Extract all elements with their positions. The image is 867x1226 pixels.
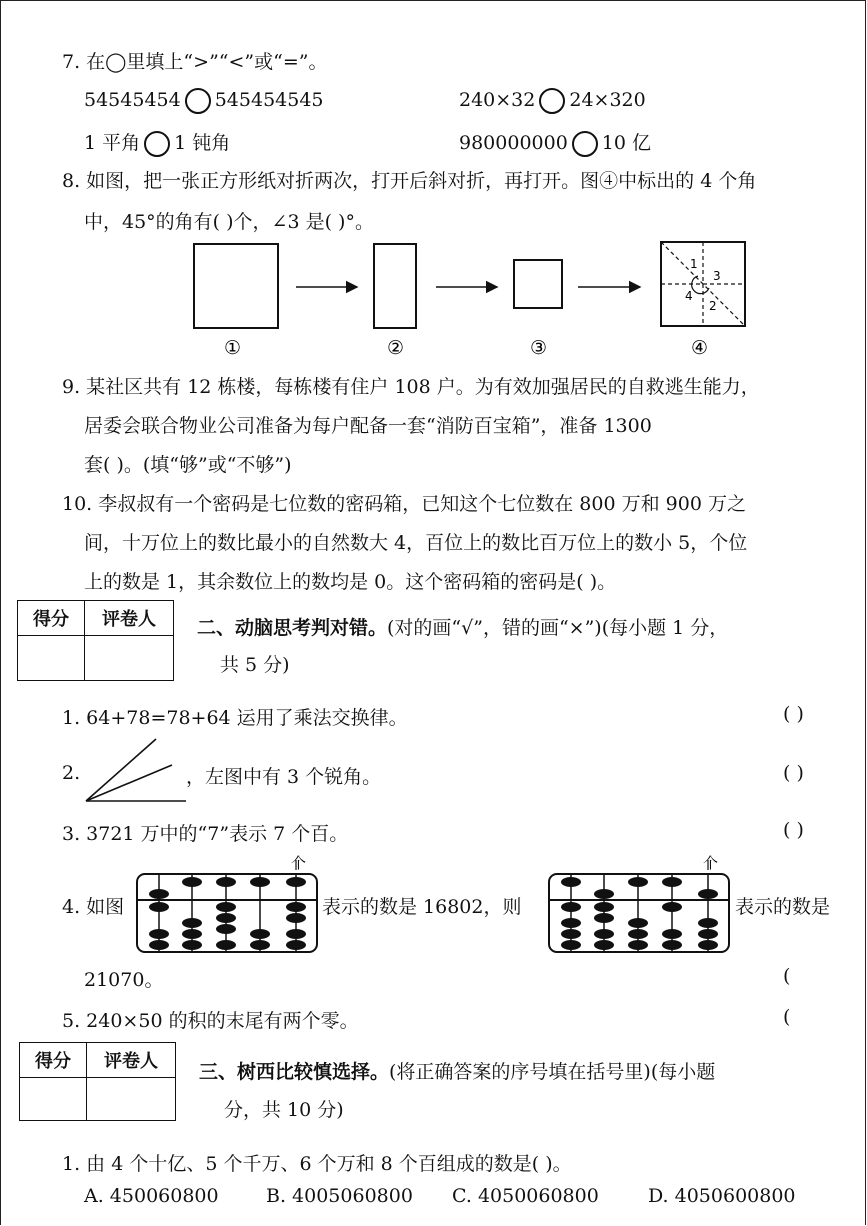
square-fig4 bbox=[661, 242, 745, 326]
angle-label-4: 4 bbox=[685, 289, 693, 303]
judge-item-4-cont: 21070。 bbox=[84, 969, 164, 991]
fig-label-1: ① bbox=[224, 337, 242, 359]
square-fig1 bbox=[194, 244, 278, 328]
compare-circle[interactable] bbox=[185, 88, 211, 114]
score-cell[interactable] bbox=[18, 636, 85, 681]
judge-item-2: ，左图中有 3 个锐角。 bbox=[186, 766, 382, 788]
q7-compare-d: 980000000 10 亿 bbox=[459, 128, 651, 157]
abacus-icon bbox=[134, 852, 322, 956]
angle-rays-figure bbox=[84, 735, 188, 805]
fig-label-2: ② bbox=[387, 337, 405, 359]
square-fig3 bbox=[514, 260, 562, 308]
judge-item-1: 1. 64+78=78+64 运用了乘法交换律。 bbox=[62, 707, 408, 729]
choice-option-c[interactable]: C. 4050060800 bbox=[452, 1185, 599, 1207]
compare-circle[interactable] bbox=[539, 88, 565, 114]
section2-title: 二、动脑思考判对错。(对的画“√”，错的画“×”)(每小题 1 分， bbox=[197, 617, 729, 639]
arrow-label: 个 bbox=[291, 854, 307, 872]
section3-sub2: 分，共 10 分) bbox=[224, 1099, 344, 1121]
score-cell[interactable] bbox=[20, 1078, 87, 1121]
answer-paren[interactable]: ( ) bbox=[783, 703, 804, 725]
q10-line3: 上的数是 1，其余数位上的数均是 0。这个密码箱的密码是( )。 bbox=[84, 571, 617, 593]
q10-line1: 10. 李叔叔有一个密码是七位数的密码箱，已知这个七位数在 800 万和 900 万之 bbox=[62, 493, 746, 515]
abacus-icon bbox=[546, 852, 734, 956]
judge-item-4-prefix: 4. 如图 bbox=[62, 896, 125, 918]
answer-paren[interactable]: ( bbox=[783, 1006, 791, 1028]
judge-item-2-number: 2. bbox=[62, 762, 81, 784]
grader-label: 评卷人 bbox=[87, 1043, 176, 1078]
score-label: 得分 bbox=[18, 601, 85, 636]
judge-item-3: 3. 3721 万中的“7”表示 7 个百。 bbox=[62, 823, 349, 845]
angle-label-1: 1 bbox=[690, 257, 698, 271]
judge-item-4-tail: 表示的数是 bbox=[735, 896, 831, 918]
choice-q1: 1. 由 4 个十亿、5 个千万、6 个万和 8 个百组成的数是( )。 bbox=[62, 1153, 572, 1175]
choice-option-d[interactable]: D. 4050600800 bbox=[648, 1185, 796, 1207]
arrow-label: 个 bbox=[703, 854, 719, 872]
compare-circle[interactable] bbox=[572, 131, 598, 157]
q8-line1: 8. 如图，把一张正方形纸对折两次，打开后斜对折，再打开。图④中标出的 4 个角 bbox=[62, 170, 757, 192]
fig-label-3: ③ bbox=[530, 337, 548, 359]
choice-option-b[interactable]: B. 4005060800 bbox=[266, 1185, 413, 1207]
angle-label-2: 2 bbox=[709, 299, 717, 313]
paper-folding-figure bbox=[180, 236, 760, 366]
grader-cell[interactable] bbox=[87, 1078, 176, 1121]
q9-line1: 9. 某社区共有 12 栋楼，每栋楼有住户 108 户。为有效加强居民的自救逃生能力， bbox=[62, 376, 760, 398]
q9-line2: 居委会联合物业公司准备为每户配备一套“消防百宝箱”，准备 1300 bbox=[84, 415, 652, 437]
q8-line2: 中，45°的角有( )个，∠3 是( )°。 bbox=[84, 211, 374, 233]
fig-label-4: ④ bbox=[691, 337, 709, 359]
q10-line2: 间，十万位上的数比最小的自然数大 4，百位上的数比百万位上的数小 5，个位 bbox=[84, 532, 748, 554]
section2-sub2: 共 5 分) bbox=[220, 654, 290, 676]
answer-paren[interactable]: ( bbox=[783, 965, 791, 987]
q7-stem: 7. 在◯里填上“>”“<”或“=”。 bbox=[62, 51, 328, 73]
score-box bbox=[17, 600, 174, 681]
q7-compare-c: 1 平角 1 钝角 bbox=[84, 128, 230, 157]
choice-option-a[interactable]: A. 450060800 bbox=[84, 1185, 219, 1207]
q7-compare-a: 54545454 545454545 bbox=[84, 88, 324, 114]
q7-compare-b: 240×32 24×320 bbox=[459, 88, 646, 114]
score-box bbox=[19, 1042, 176, 1121]
answer-paren[interactable]: ( ) bbox=[783, 762, 804, 784]
judge-item-5: 5. 240×50 的积的末尾有两个零。 bbox=[62, 1010, 359, 1032]
compare-circle[interactable] bbox=[144, 131, 170, 157]
rect-fig2 bbox=[374, 244, 416, 328]
grader-label: 评卷人 bbox=[85, 601, 174, 636]
q9-line3: 套( )。(填“够”或“不够”) bbox=[84, 454, 292, 476]
score-label: 得分 bbox=[20, 1043, 87, 1078]
grader-cell[interactable] bbox=[85, 636, 174, 681]
section3-title: 三、树西比较慎选择。(将正确答案的序号填在括号里)(每小题 bbox=[199, 1061, 716, 1083]
judge-item-4-text: 表示的数是 16802，则 bbox=[322, 896, 522, 918]
angle-label-3: 3 bbox=[713, 269, 721, 283]
answer-paren[interactable]: ( ) bbox=[783, 819, 804, 841]
